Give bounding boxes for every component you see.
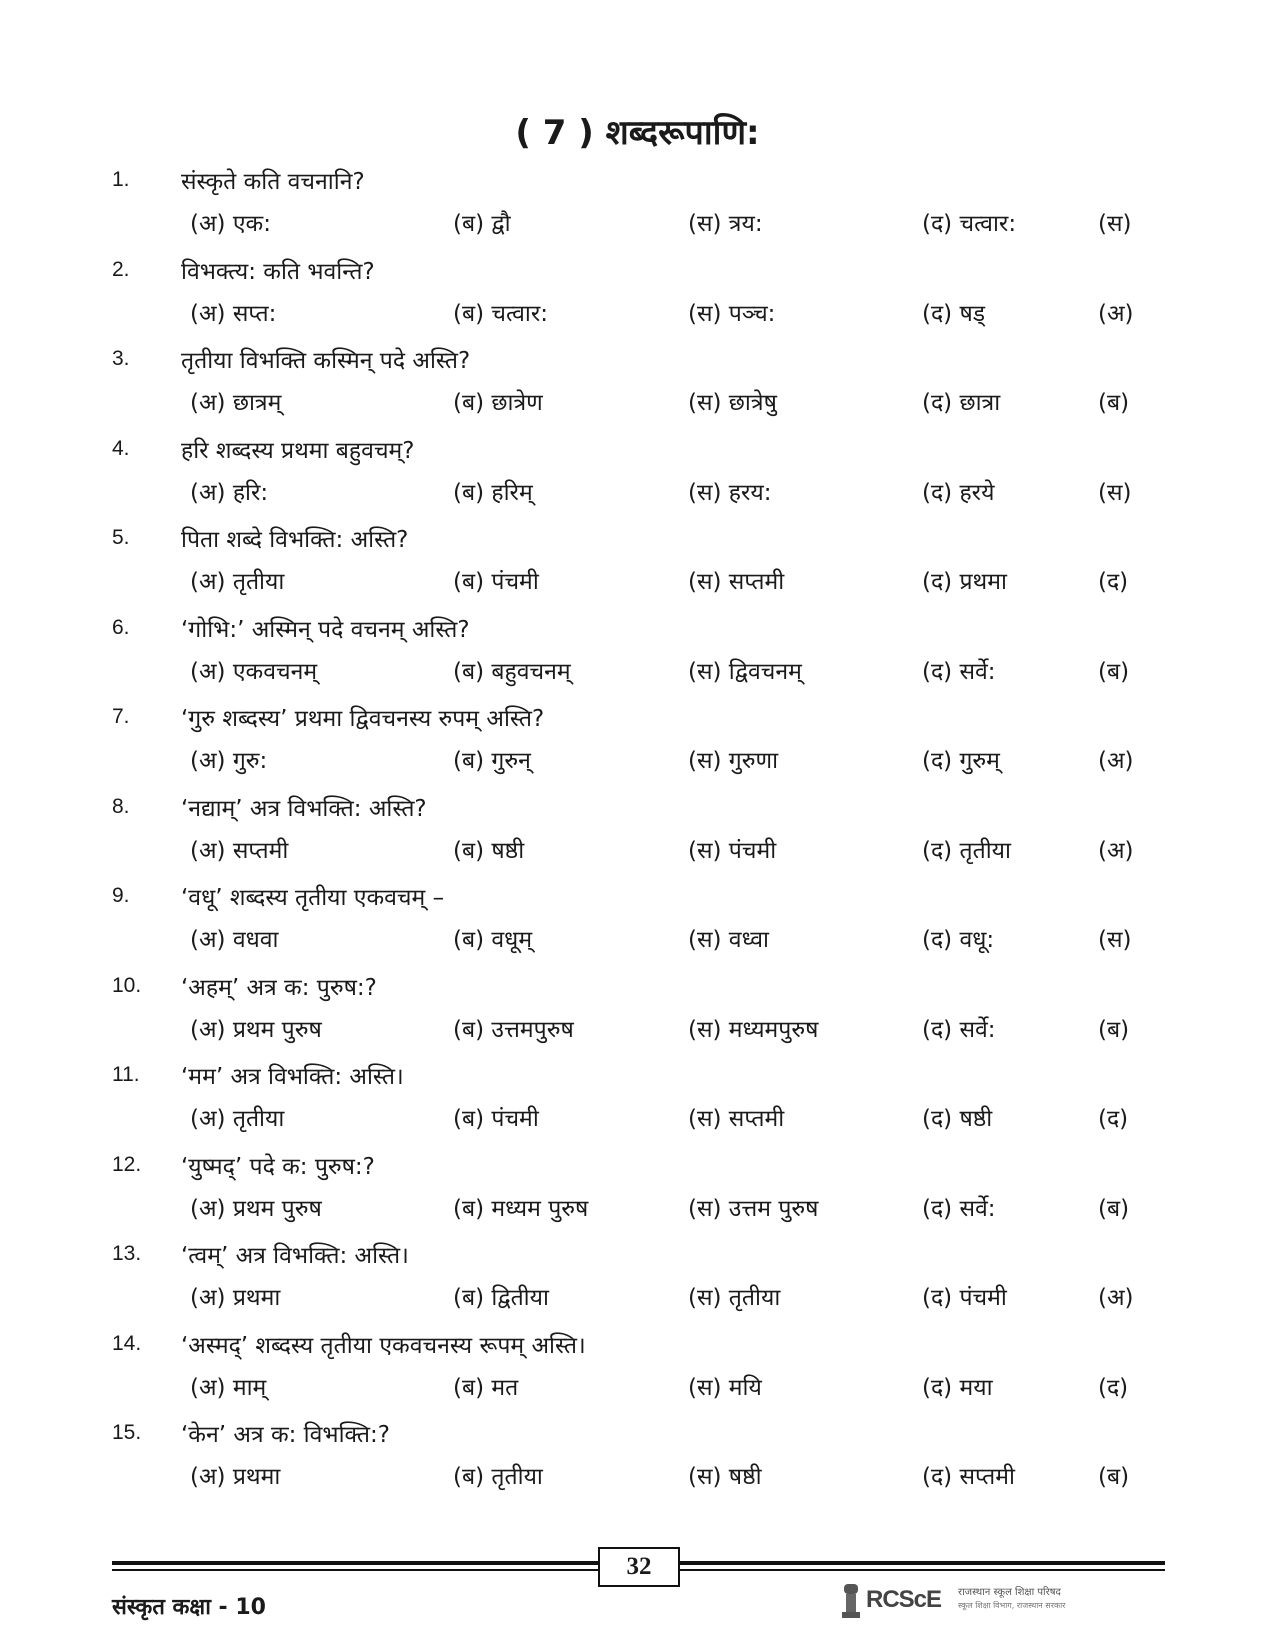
question-text: पिता शब्दे विभक्ति: अस्ति?: [181, 527, 409, 553]
options-line: [0, 1191, 1275, 1227]
answer-key: (द): [1098, 1374, 1129, 1401]
answer-key: (अ): [1098, 1285, 1134, 1311]
option-a: (अ) प्रथमा: [190, 1464, 281, 1490]
option-c: (स) त्रय:: [688, 211, 763, 237]
question-text: हरि शब्दस्य प्रथमा बहुवचम्?: [181, 437, 415, 464]
question-item: [0, 695, 1275, 785]
question-item: [0, 427, 1275, 517]
option-b: (ब) द्वितीया: [453, 1285, 549, 1311]
options-line: [0, 296, 1275, 332]
option-b: (ब) द्वौ: [453, 211, 511, 237]
question-item: [0, 964, 1275, 1054]
question-line: [0, 1059, 1275, 1095]
national-emblem-icon: [840, 1582, 862, 1622]
options-line: [0, 922, 1275, 958]
question-line: [0, 1417, 1275, 1453]
option-d: (द) सर्वे:: [922, 1195, 996, 1222]
page-title: ( 7 ) शब्दरूपाणि:: [515, 113, 760, 153]
answer-key: (ब): [1098, 658, 1130, 685]
rcsce-logo: [840, 1580, 1130, 1630]
option-d: (द) पंचमी: [922, 1285, 1007, 1311]
footer-subject-label: संस्कृत कक्षा - 10: [112, 1595, 266, 1620]
option-a: (अ) हरि:: [190, 479, 269, 506]
question-line: [0, 254, 1275, 290]
question-text: ‘केन’ अत्र क: विभक्ति:?: [181, 1422, 390, 1448]
option-d: (द) हरये: [922, 479, 995, 506]
question-line: [0, 1238, 1275, 1274]
question-item: [0, 158, 1275, 248]
question-number: 6.: [112, 615, 130, 639]
logo-org-name: राजस्थान स्कूल शिक्षा परिषद: [958, 1587, 1061, 1598]
question-number: 2.: [112, 257, 130, 281]
option-c: (स) द्विवचनम्: [688, 658, 802, 685]
option-c: (स) मयि: [688, 1374, 762, 1401]
option-a: (अ) गुरु:: [190, 748, 268, 774]
answer-key: (ब): [1098, 1464, 1130, 1490]
question-item: [0, 516, 1275, 606]
question-text: ‘अस्मद्’ शब्दस्य तृतीया एकवचनस्य रूपम् अस्ति।: [181, 1332, 586, 1359]
question-line: [0, 433, 1275, 469]
option-d: (द) षष्ठी: [922, 1106, 993, 1132]
option-b: (ब) हरिम्: [453, 479, 533, 506]
options-line: [0, 564, 1275, 600]
option-c: (स) पञ्च:: [688, 300, 776, 327]
option-b: (ब) वधूम्: [453, 927, 533, 953]
option-b: (ब) मध्यम पुरुष: [453, 1195, 589, 1222]
question-number: 7.: [112, 705, 130, 728]
options-line: [0, 1370, 1275, 1406]
question-line: [0, 612, 1275, 648]
question-line: [0, 1149, 1275, 1185]
option-d: (द) षड्: [922, 300, 986, 327]
question-text: ‘अहम्’ अत्र क: पुरुष:?: [181, 974, 377, 1001]
question-item: [0, 248, 1275, 338]
question-item: [0, 785, 1275, 875]
option-a: (अ) प्रथम पुरुष: [190, 1016, 322, 1043]
question-number: 3.: [112, 347, 130, 370]
option-b: (ब) बहुवचनम्: [453, 658, 571, 685]
question-line: [0, 970, 1275, 1006]
option-a: (अ) सप्तमी: [190, 837, 289, 864]
answer-key: (स): [1098, 211, 1132, 237]
question-item: [0, 337, 1275, 427]
question-text: तृतीया विभक्ति कस्मिन् पदे अस्ति?: [181, 348, 471, 374]
question-number: 13.: [112, 1242, 142, 1265]
question-line: [0, 164, 1275, 200]
question-number: 11.: [112, 1063, 140, 1086]
options-line: [0, 654, 1275, 690]
option-a: (अ) माम्: [190, 1374, 267, 1401]
option-c: (स) सप्तमी: [688, 569, 785, 595]
options-line: [0, 385, 1275, 421]
options-line: [0, 743, 1275, 779]
option-b: (ब) मत: [453, 1374, 519, 1401]
answer-key: (द): [1098, 1106, 1129, 1132]
option-c: (स) हरय:: [688, 479, 772, 506]
option-b: (ब) चत्वार:: [453, 300, 548, 327]
question-line: [0, 880, 1275, 916]
option-c: (स) उत्तम पुरुष: [688, 1195, 819, 1222]
option-a: (अ) प्रथम पुरुष: [190, 1195, 322, 1222]
question-item: [0, 1411, 1275, 1501]
question-item: [0, 874, 1275, 964]
option-d: (द) तृतीया: [922, 837, 1011, 864]
option-a: (अ) एक:: [190, 211, 271, 237]
question-number: 9.: [112, 884, 130, 907]
option-c: (स) तृतीया: [688, 1285, 781, 1311]
question-list: [0, 158, 1275, 1501]
option-c: (स) सप्तमी: [688, 1106, 785, 1132]
option-a: (अ) एकवचनम्: [190, 658, 318, 685]
option-a: (अ) तृतीया: [190, 1106, 285, 1132]
question-text: ‘गुरु शब्दस्य’ प्रथमा द्विवचनस्य रुपम् अस्ति?: [181, 706, 545, 732]
options-line: [0, 833, 1275, 869]
option-d: (द) मया: [922, 1374, 993, 1401]
question-text: विभक्त्य: कति भवन्ति?: [181, 258, 375, 285]
option-d: (द) छात्रा: [922, 390, 1001, 416]
option-c: (स) छात्रेषु: [688, 390, 777, 416]
question-text: संस्कृते कति वचनानि?: [181, 169, 365, 195]
answer-key: (द): [1098, 569, 1129, 595]
option-b: (ब) छात्रेण: [453, 390, 543, 416]
option-a: (अ) छात्रम्: [190, 390, 282, 416]
options-line: [0, 206, 1275, 242]
question-number: 1.: [112, 168, 130, 191]
option-b: (ब) पंचमी: [453, 569, 539, 595]
page-number: 32: [598, 1547, 680, 1587]
option-d: (द) गुरुम्: [922, 748, 1000, 774]
option-b: (ब) पंचमी: [453, 1106, 539, 1132]
option-a: (अ) प्रथमा: [190, 1285, 281, 1311]
option-d: (द) सप्तमी: [922, 1464, 1015, 1490]
option-b: (ब) तृतीया: [453, 1464, 543, 1490]
option-d: (द) वधू:: [922, 927, 995, 953]
option-b: (ब) उत्तमपुरुष: [453, 1016, 574, 1043]
option-c: (स) गुरुणा: [688, 748, 779, 774]
question-item: [0, 1322, 1275, 1412]
answer-key: (ब): [1098, 1016, 1130, 1043]
option-c: (स) वध्वा: [688, 927, 769, 953]
answer-key: (स): [1098, 479, 1132, 506]
options-line: [0, 1101, 1275, 1137]
option-a: (अ) सप्त:: [190, 300, 277, 327]
question-line: [0, 701, 1275, 737]
options-line: [0, 475, 1275, 511]
question-number: 8.: [112, 794, 130, 818]
question-number: 12.: [112, 1152, 142, 1176]
question-item: [0, 1143, 1275, 1233]
question-text: ‘युष्मद्’ पदे क: पुरुष:?: [181, 1153, 375, 1180]
logo-org-subtitle: स्कूल शिक्षा विभाग, राजस्थान सरकार: [958, 1601, 1066, 1610]
option-b: (ब) गुरुन्: [453, 748, 531, 774]
question-text: ‘नद्याम्’ अत्र विभक्ति: अस्ति?: [181, 795, 427, 822]
question-text: ‘गोभि:’ अस्मिन् पदे वचनम् अस्ति?: [181, 616, 470, 643]
option-d: (द) चत्वार:: [922, 211, 1017, 237]
answer-key: (अ): [1098, 300, 1134, 327]
question-text: ‘त्वम्’ अत्र विभक्ति: अस्ति।: [181, 1243, 409, 1269]
options-line: [0, 1459, 1275, 1495]
question-line: [0, 791, 1275, 827]
option-d: (द) प्रथमा: [922, 569, 1007, 595]
question-item: [0, 606, 1275, 696]
question-item: [0, 1232, 1275, 1322]
option-c: (स) षष्ठी: [688, 1464, 762, 1490]
option-d: (द) सर्वे:: [922, 658, 996, 685]
answer-key: (अ): [1098, 837, 1134, 864]
answer-key: (अ): [1098, 748, 1134, 774]
logo-wordmark: RCScE: [866, 1586, 942, 1613]
options-line: [0, 1012, 1275, 1048]
answer-key: (स): [1098, 927, 1132, 953]
question-line: [0, 1328, 1275, 1364]
option-a: (अ) तृतीया: [190, 569, 285, 595]
question-text: ‘मम’ अत्र विभक्ति: अस्ति।: [181, 1064, 404, 1090]
question-number: 4.: [112, 436, 130, 460]
option-a: (अ) वधवा: [190, 927, 279, 953]
answer-key: (ब): [1098, 1195, 1130, 1222]
options-line: [0, 1280, 1275, 1316]
question-text: ‘वधू’ शब्दस्य तृतीया एकवचम् –: [181, 885, 445, 911]
question-number: 5.: [112, 526, 130, 549]
option-b: (ब) षष्ठी: [453, 837, 525, 864]
question-number: 14.: [112, 1331, 142, 1355]
option-d: (द) सर्वे:: [922, 1016, 996, 1043]
option-c: (स) पंचमी: [688, 837, 777, 864]
question-item: [0, 1053, 1275, 1143]
option-c: (स) मध्यमपुरुष: [688, 1016, 819, 1043]
answer-key: (ब): [1098, 390, 1130, 416]
question-line: [0, 343, 1275, 379]
question-number: 10.: [112, 973, 142, 997]
question-line: [0, 522, 1275, 558]
question-number: 15.: [112, 1421, 142, 1444]
